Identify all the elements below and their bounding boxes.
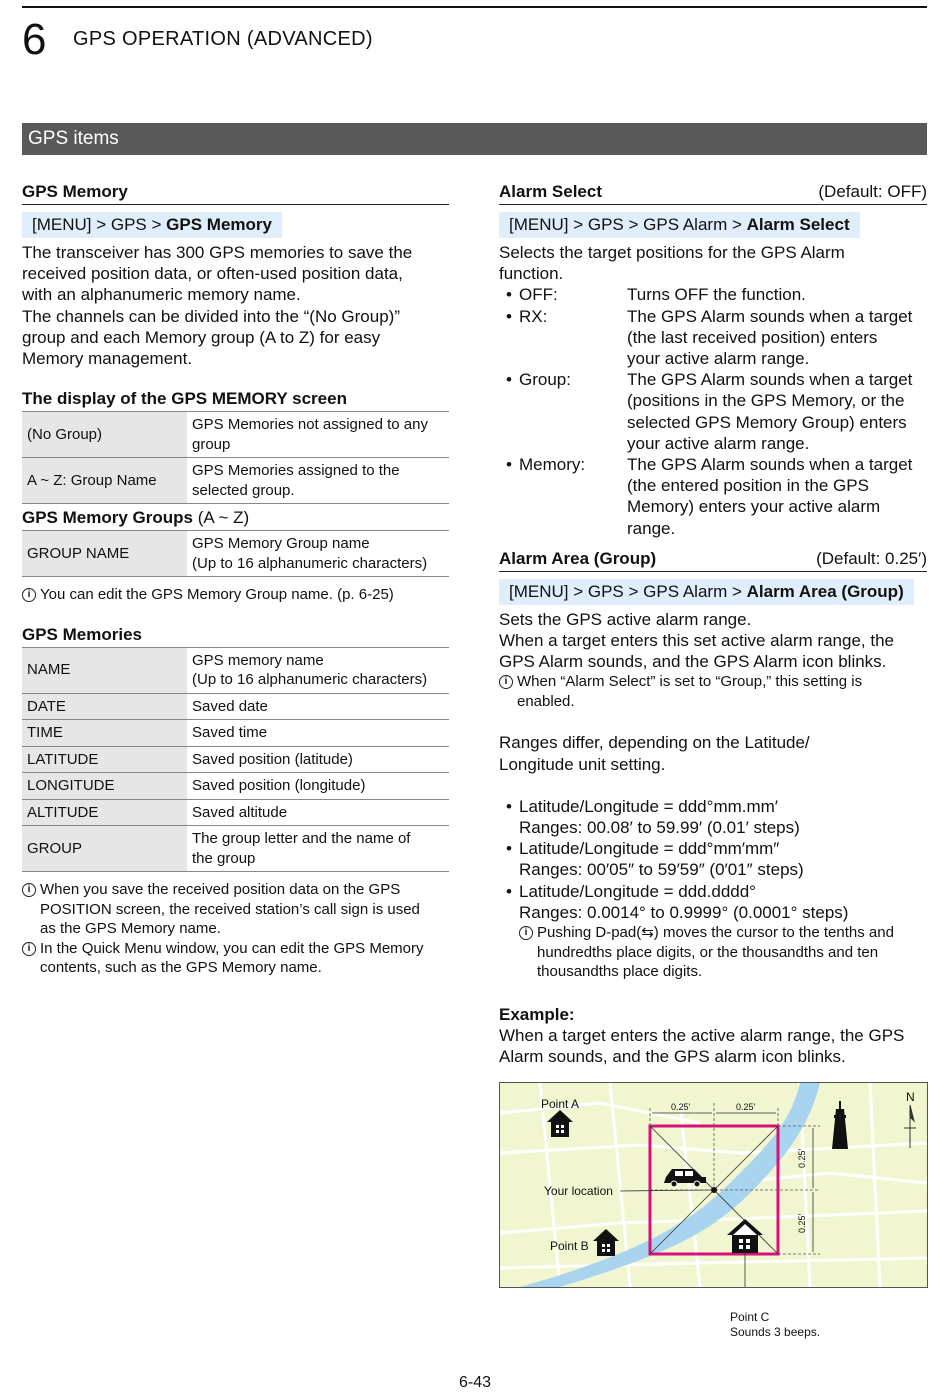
memories-table [22,647,449,873]
right-column: Alarm Select (Default: OFF) [MENU] > GPS > GPS Alarm > Alarm Select Selects the target positions for the GPS Alarm function. • OFF: Turns OFF the function. • RX: The GPS Alarm sounds when a target (the last received position) enters your active alarm range. • Group: The GPS Alarm sounds when a target (positions in the GPS Memory, or the selected GPS Memory Group) enters your active alarm range. • Memory: The GPS Alarm sounds when a target (the entered position in the GPS Memory) enters your active alarm range. Alarm Area (Group) (Default: 0.25′) [MENU] > GPS > GPS Alarm > Alarm Area (Group) Sets the GPS active alarm range. When a target enters this set active alarm range, the GPS Alarm sounds, and the GPS Alarm icon blinks. i When “Alarm Select” is set to “Group,” this setting is enabled. Ranges differ, depending on the Latitude/ Longitude unit setting. • Latitude/Longitude = ddd°mm.mm′ Ranges: 00.08′ to 59.99′ (0.01′ steps) • Latitude/Longitude = ddd°mm′mm″ Ranges: 00′05″ to 59′59″ (0′01″ steps) • Latitude/Longitude = ddd.dddd° Ranges: 0.0014° to 0.9999° (0.0001° steps) i Pushing D-pad(⇆) moves the cursor to the tenths and hundredths place digits, or the thousandths and ten thousandths place digits. Example: When a target enters the active alarm range, the GPS Alarm sounds, and the GPS alarm icon blinks. [499,182,927,1066]
house-icon-a [547,1110,573,1137]
table-row: LATITUDE Saved position (latitude) [22,746,449,773]
tower-icon [832,1101,848,1149]
gps-memory-body: The transceiver has 300 GPS memories to save the received position data, or often-used position data, with an alphanumeric memory name. The channels can be divided into the “(No Group)” group and each Memory group (A to Z) for easy Memory management. [22,243,413,369]
point-b-label: Point B [550,1239,589,1253]
dim-label-right-top: 0.25′ [797,1148,807,1168]
your-location-label: Your location [544,1184,613,1198]
map-illustration [500,1083,927,1287]
ranges-list [499,796,927,982]
dim-label-top-left: 0.25′ [671,1102,691,1112]
groups-note: i You can edit the GPS Memory Group name. (p. 6-25) [22,585,449,605]
point-a-label: Point A [541,1097,580,1111]
table-row: GROUP NAME GPS Memory Group name (Up to 16 alphanumeric characters) [22,531,449,577]
info-icon: i [22,588,36,602]
memories-notes: i When you save the received position data on the GPS POSITION screen, the received station’s call sign is used as the GPS Memory name. i In the Quick Menu window, you can edit the GPS Memory contents, such as the GPS Memory name. [22,880,449,978]
option-rx: • RX: The GPS Alarm sounds when a target (the last received position) enters your active alarm range. [506,306,913,369]
dim-label-top-right: 0.25′ [736,1102,756,1112]
alarm-area-map [499,1082,928,1288]
option-off: • OFF: Turns OFF the function. [506,285,806,305]
display-table [22,411,449,504]
table-row: A ~ Z: Group Name GPS Memories assigned to the selected group. [22,458,449,504]
option-group: • Group: The GPS Alarm sounds when a target (positions in the GPS Memory, or the selected GPS Memory Group) enters your active alarm range. [506,370,913,453]
north-arrow-icon [904,1105,916,1148]
memory-groups-heading: GPS Memory Groups (A ~ Z) [22,508,250,528]
left-column [22,178,449,978]
point-c-callout: Point C Sounds 3 beeps. [730,1310,821,1339]
chapter-number: 6 [22,15,47,64]
table-row: LONGITUDE Saved position (longitude) [22,773,449,800]
your-location-dot [711,1187,717,1193]
section-banner [22,123,927,155]
table-row: GROUP The group letter and the name of the group [22,826,449,872]
example-block: Example: When a target enters the active alarm range, the GPS Alarm sounds, and the GPS alarm icon blinks. [499,1004,905,1066]
car-icon [664,1169,706,1187]
north-label: N [906,1090,915,1104]
table-row: TIME Saved time [22,720,449,747]
range-item: • Latitude/Longitude = ddd.dddd° Ranges: 0.0014° to 0.9999° (0.0001° steps) [506,881,849,922]
house-icon-c [727,1219,763,1253]
gps-memories-heading: GPS Memories [22,624,142,644]
header-rule [22,6,927,8]
alarm-select-heading: Alarm Select (Default: OFF) [499,182,927,205]
dim-label-right-bottom: 0.25′ [797,1213,807,1233]
range-item: • Latitude/Longitude = ddd°mm.mm′ Ranges: 00.08′ to 59.99′ (0.01′ steps) [506,796,800,838]
banner-title: GPS items [28,128,119,149]
alarm-select-menu-path: [MENU] > GPS > GPS Alarm > Alarm Select [499,212,860,238]
dpad-note: i Pushing D-pad(⇆) moves the cursor to the tenths and hundredths place digits, or the thousandths and ten thousandths place digits. [519,923,927,982]
info-icon: i [499,675,513,689]
range-item: • Latitude/Longitude = ddd°mm′mm″ Ranges: 00′05″ to 59′59″ (0′01″ steps) [506,839,804,880]
gps-memory-heading: GPS Memory [22,182,449,205]
info-icon: i [22,942,36,956]
page-number: 6-43 [458,1374,492,1391]
option-memory: • Memory: The GPS Alarm sounds when a target (the entered position in the GPS Memory) enters your active alarm range. [506,455,913,538]
alarm-area-note: i When “Alarm Select” is set to “Group,” this setting is enabled. [499,672,927,711]
info-icon: i [22,883,36,897]
display-screen-heading: The display of the GPS MEMORY screen [22,389,347,409]
table-row: (No Group) GPS Memories not assigned to any group [22,412,449,458]
table-row: DATE Saved date [22,693,449,720]
alarm-area-menu-path: [MENU] > GPS > GPS Alarm > Alarm Area (Group) [499,579,914,605]
chapter-title: GPS OPERATION (ADVANCED) [73,28,373,50]
ranges-intro: Ranges differ, depending on the Latitude/ Longitude unit setting. [499,733,810,774]
groups-table [22,530,449,577]
table-row: ALTITUDE Saved altitude [22,799,449,826]
alarm-area-heading: Alarm Area (Group) (Default: 0.25′) [499,549,927,572]
house-icon-b [593,1229,619,1256]
info-icon: i [519,926,533,940]
table-row: NAME GPS memory name (Up to 16 alphanumeric characters) [22,647,449,693]
gps-memory-menu-path: [MENU] > GPS > GPS Memory [22,212,282,238]
